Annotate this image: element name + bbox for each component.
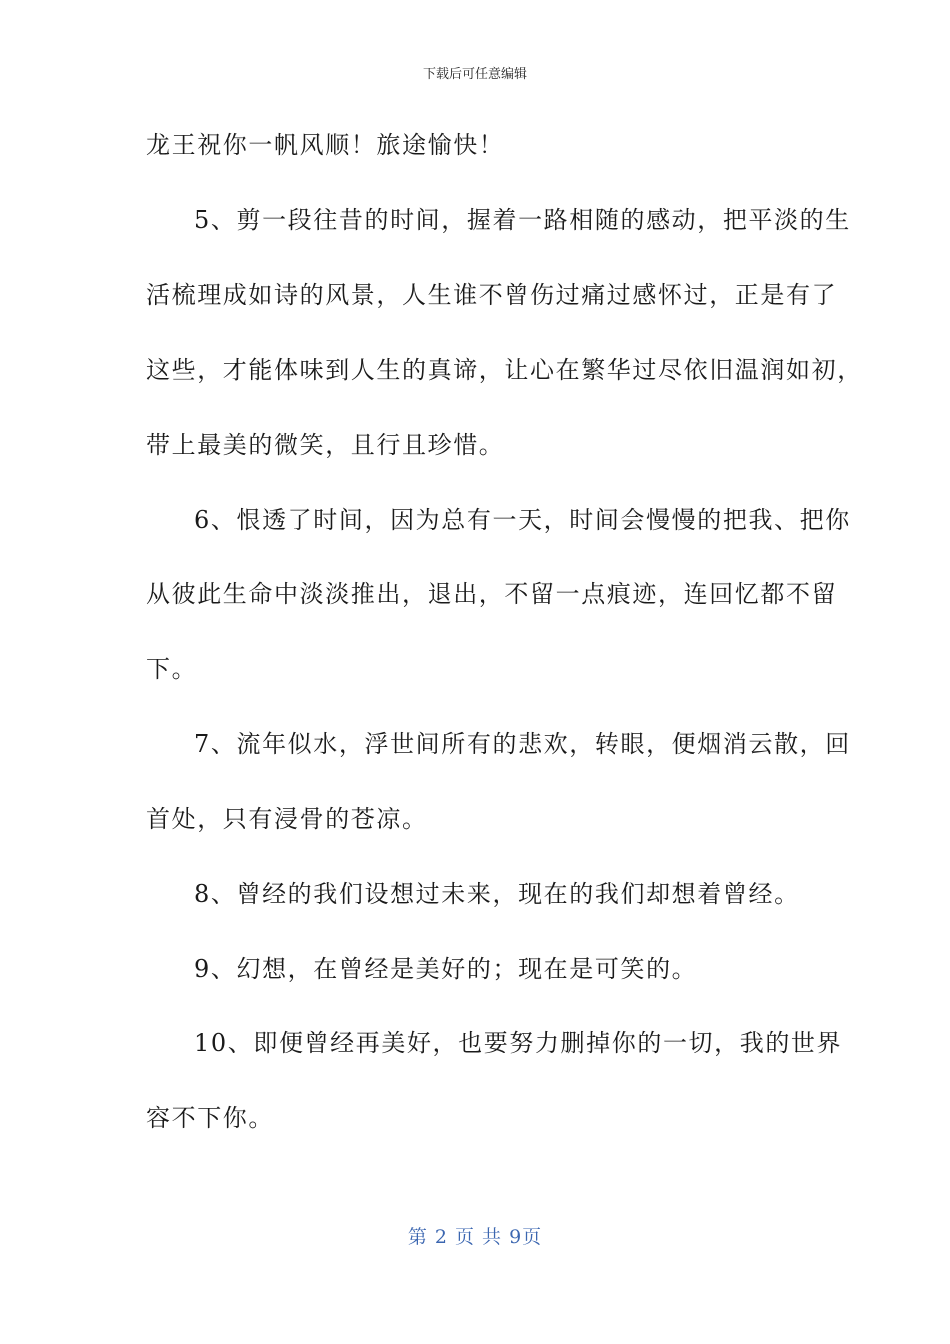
text-line: 带上最美的微笑，且行且珍惜。 bbox=[146, 431, 505, 459]
text-line: 8、曾经的我们设想过未来，现在的我们却想着曾经。 bbox=[194, 880, 800, 908]
text-line: 下。 bbox=[146, 655, 198, 683]
page-number-footer: 第 2 页 共 9页 bbox=[407, 1226, 543, 1248]
text-line: 首处，只有浸骨的苍凉。 bbox=[146, 805, 428, 833]
text-line: 从彼此生命中淡淡推出，退出，不留一点痕迹，连回忆都不留 bbox=[146, 580, 838, 608]
text-line: 6、恨透了时间，因为总有一天，时间会慢慢的把我、把你 bbox=[194, 506, 851, 534]
text-line: 活梳理成如诗的风景，人生谁不曾伤过痛过感怀过，正是有了 bbox=[146, 281, 838, 309]
page-header: 下载后可任意编辑 bbox=[422, 67, 527, 82]
text-line: 7、流年似水，浮世间所有的悲欢，转眼，便烟消云散，回 bbox=[194, 730, 851, 758]
text-line: 5、剪一段往昔的时间，握着一路相随的感动，把平淡的生 bbox=[194, 206, 851, 234]
text-line: 容不下你。 bbox=[146, 1104, 274, 1132]
text-line: 龙王祝你一帆风顺！旅途愉快！ bbox=[146, 131, 505, 159]
text-line: 9、幻想，在曾经是美好的；现在是可笑的。 bbox=[194, 955, 698, 983]
text-line: 这些，才能体味到人生的真谛，让心在繁华过尽依旧温润如初， bbox=[146, 356, 863, 384]
text-line: 10、即便曾经再美好，也要努力删掉你的一切，我的世界 bbox=[194, 1029, 843, 1057]
